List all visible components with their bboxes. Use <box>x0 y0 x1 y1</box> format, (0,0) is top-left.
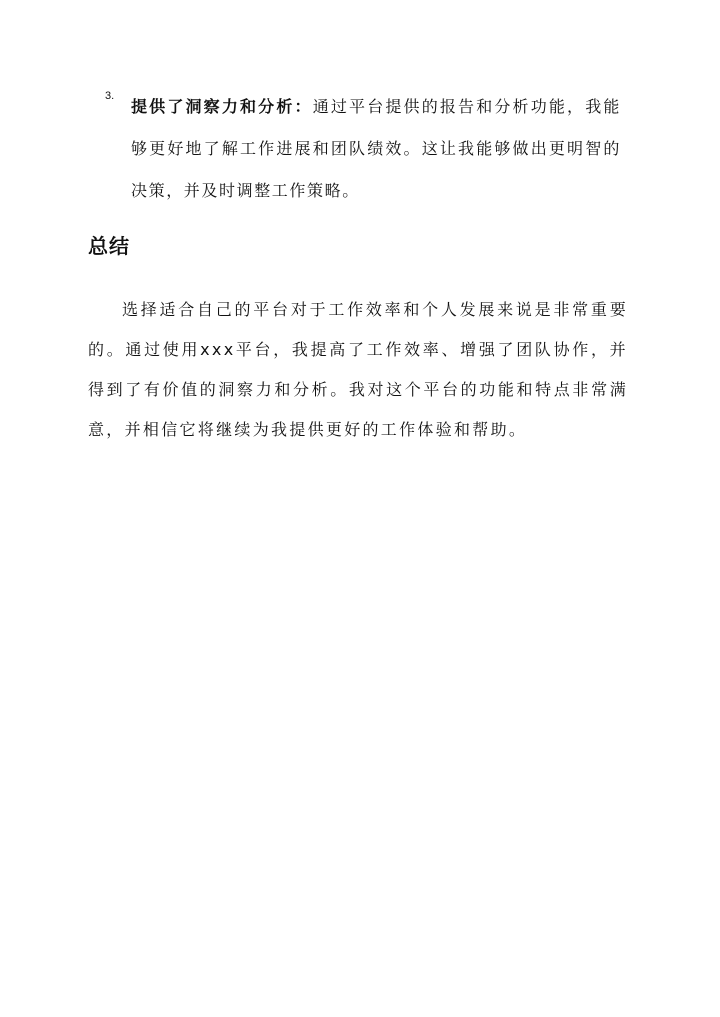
list-number: 3. <box>105 90 115 102</box>
list-item-heading: 提供了洞察力和分析： <box>131 97 313 116</box>
list-item-text <box>131 86 621 212</box>
summary-paragraph: 选择适合自己的平台对于工作效率和个人发展来说是非常重要的。通过使用xxx平台，我提高了工作效率、增强了团队协作，并得到了有价值的洞察力和分析。我对这个平台的功能和特点非常满意，并相信它将继续为我提供更好的工作体验和帮助。 <box>88 300 628 439</box>
list-item-body: 通过平台提供的报告和分析功能，我能够更好地了解工作进展和团队绩效。这让我能够做出更明智的决策，并及时调整工作策略。 <box>131 97 621 200</box>
summary-heading: 总结 <box>88 234 130 258</box>
